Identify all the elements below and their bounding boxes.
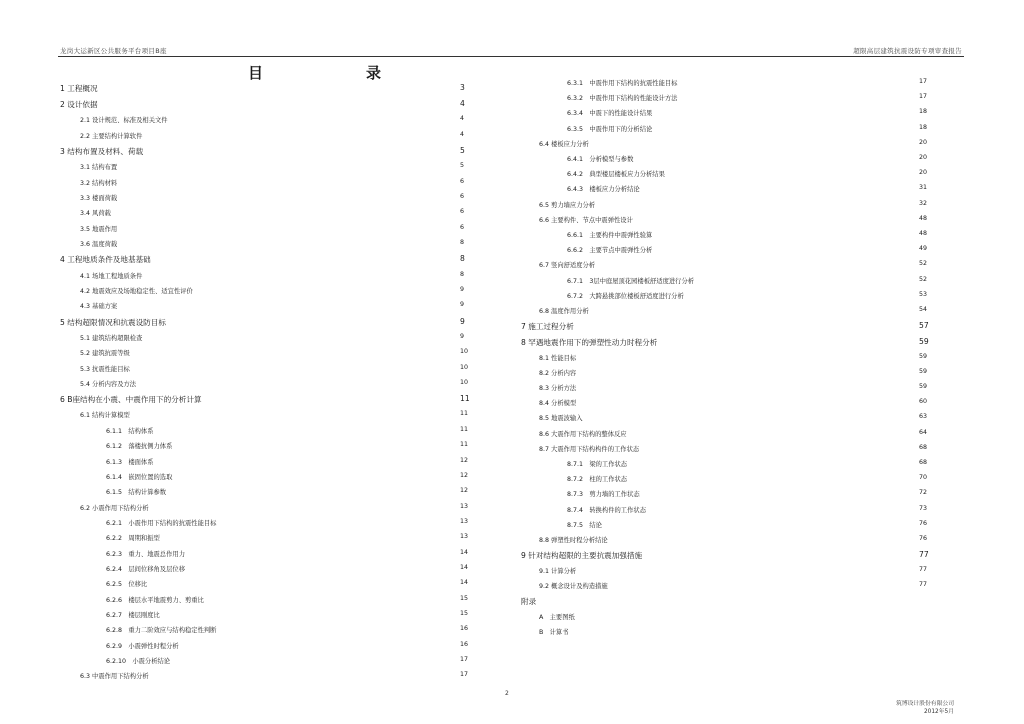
toc-entry-title: 6.3 中震作用下结构分析 [80,673,149,681]
toc-entry-page: 6 [460,193,465,200]
toc-entry-title: 6.8 温度作用分析 [539,308,589,315]
toc-entry-title: 5.4 分析内容及方法 [80,380,137,388]
toc-entry-title: 8.7 大震作用下结构构件的工作状态 [539,445,640,453]
toc-title: 目 录 [248,64,426,82]
toc-entry-page: 16 [460,640,469,648]
toc-entry-title: A 主要图纸 [539,614,575,621]
toc-entry-title: 6.5 剪力墙应力分析 [539,201,596,209]
toc-entry-page: 4 [460,130,465,138]
toc-entry-page: 15 [460,594,469,602]
toc-entry-title: 4.2 地震效应及场地稳定性、适宜性评价 [80,287,193,295]
toc-entry-page: 14 [460,548,469,556]
toc-entry-title: 4.1 场地工程地质条件 [80,272,143,280]
toc-entry-title: B 计算书 [539,629,569,637]
toc-entry-title: 6.1.5 结构计算参数 [106,489,167,497]
toc-entry-title: 6.4.3 楼板应力分析结论 [567,186,640,194]
toc-entry-page: 3 [460,83,465,92]
toc-entry-page: 11 [460,441,469,449]
toc-entry-title: 6.6 主要构件、节点中震弹性设计 [539,216,633,224]
toc-entry-title: 6.2.3 重力、地震总作用力 [106,550,185,558]
toc-entry-page: 17 [460,671,469,679]
toc-entry-page: 10 [460,378,469,386]
footer-date: 2012年5月 [923,709,954,715]
header-right-text: 超限高层建筑抗震设防专项审查报告 [853,47,962,55]
toc-entry-page: 13 [460,533,469,541]
toc-entry-title: 3.4 风荷载 [80,210,111,218]
toc-entry-page: 59 [919,352,928,360]
toc-entry-title: 6.2.8 重力二阶效应与结构稳定性判断 [106,627,217,635]
toc-entry-page: 68 [919,459,928,466]
toc-entry-page: 6 [460,177,465,185]
toc-entry-title: 1 工程概况 [60,84,98,93]
toc-entry-title: 3.1 结构布置 [80,164,118,172]
toc-entry-title: 3.6 温度荷载 [80,241,118,249]
toc-entry-page: 9 [460,316,465,326]
toc-entry-page: 59 [919,367,928,375]
toc-entry-title: 3.5 地震作用 [80,225,118,233]
toc-entry-page: 20 [919,138,928,146]
toc-entry-title: 6.7.2 大跨悬挑部位楼板舒适度进行分析 [567,292,684,300]
toc-entry-page: 10 [460,348,469,356]
toc-entry-page: 17 [919,78,928,85]
toc-entry-page: 11 [460,394,470,404]
toc-entry-title: 6.2 小震作用下结构分析 [80,504,149,512]
toc-entry-page: 48 [919,214,928,222]
toc-entry-title: 6 B座结构在小震、中震作用下的分析计算 [60,395,202,405]
toc-entry-page: 12 [460,456,469,464]
toc-entry-title: 8.7.1 梁的工作状态 [567,461,628,468]
toc-entry-page: 48 [919,230,928,237]
toc-entry-title: 6.1.2 落楼抗侧力体系 [106,443,173,451]
toc-entry-title: 附录 [521,597,537,607]
toc-entry-page: 8 [460,239,465,247]
toc-entry-title: 6.3.5 中震作用下的分析结论 [567,125,653,133]
toc-entry-page: 76 [919,519,928,527]
toc-entry-page: 8 [460,254,465,264]
toc-entry-page: 73 [919,504,928,512]
header-rule [58,56,964,57]
toc-entry-page: 77 [919,565,928,573]
toc-entry-title: 9.2 概念设计及构造措施 [539,583,608,591]
toc-entry-title: 6.7.1 3层中庭屋顶花园楼板舒适度进行分析 [567,277,695,285]
toc-entry-page: 10 [460,363,469,371]
toc-entry-title: 8.7.5 结论 [567,521,602,529]
toc-entry-title: 6.3.4 中震下的性能设计结果 [567,110,653,118]
toc-entry-title: 6.2.10 小震分析结论 [106,658,171,666]
toc-entry-page: 53 [919,290,928,298]
toc-entry-title: 8.7.4 转换构件的工作状态 [567,506,646,514]
toc-entry-title: 6.3.2 中震作用下结构的性能设计方法 [567,95,678,103]
toc-entry-title: 5.1 建筑结构超限检查 [80,334,143,342]
toc-entry-page: 49 [919,245,928,253]
footer-company: 筑博设计股份有限公司 [896,701,954,707]
toc-entry-title: 8.5 地震波输入 [539,415,583,423]
toc-entry-page: 31 [919,184,928,192]
toc-entry-page: 17 [460,656,469,664]
toc-entry-page: 77 [919,550,929,560]
toc-entry-title: 6.1 结构计算模型 [80,412,130,420]
toc-entry-title: 6.2.4 层间位移角及层位移 [106,565,185,573]
toc-entry-title: 8.2 分析内容 [539,369,577,377]
toc-entry-title: 8.7.3 剪力墙的工作状态 [567,491,640,499]
toc-entry-title: 6.6.2 主要节点中震弹性分析 [567,247,653,255]
toc-entry-page: 9 [460,332,465,340]
toc-entry-page: 59 [919,336,929,346]
toc-entry-page: 52 [919,260,928,268]
toc-entry-title: 2 设计依据 [60,100,98,110]
toc-entry-title: 6.2.1 小震作用下结构的抗震性能目标 [106,519,217,527]
toc-entry-title: 6.4.2 典型楼层楼板应力分析结果 [567,171,665,179]
page-number: 2 [505,690,509,697]
toc-entry-page: 59 [919,383,928,390]
toc-entry-title: 6.4.1 分析模型与参数 [567,156,634,163]
toc-entry-page: 60 [919,398,928,406]
toc-entry-title: 8.8 弹塑性时程分析结论 [539,537,608,544]
toc-entry-title: 3 结构布置及材料、荷载 [60,147,144,157]
toc-entry-page: 77 [919,581,928,589]
toc-entry-title: 8 罕遇地震作用下的弹塑性动力时程分析 [521,337,658,347]
toc-entry-page: 68 [919,443,928,451]
toc-entry-page: 54 [919,306,928,313]
toc-entry-page: 64 [919,428,928,436]
toc-entry-page: 16 [460,625,469,633]
toc-entry-page: 4 [460,99,465,109]
toc-entry-title: 7 施工过程分析 [521,322,574,332]
toc-entry-title: 5.3 抗震性能目标 [80,365,130,373]
toc-entry-page: 52 [919,275,928,283]
toc-entry-title: 5 结构超限情况和抗震设防目标 [60,317,166,327]
toc-entry-title: 6.1.1 结构体系 [106,427,154,435]
toc-entry-title: 6.1.3 楼面体系 [106,458,154,466]
toc-entry-page: 13 [460,517,469,525]
toc-entry-page: 11 [460,410,469,418]
toc-entry-page: 32 [919,199,928,207]
toc-entry-title: 2.1 设计规范、标准及相关文件 [80,117,168,125]
toc-entry-page: 6 [460,223,465,231]
toc-entry-title: 8.6 大震作用下结构的整体反应 [539,430,627,438]
toc-entry-title: 6.2.2 周期和振型 [106,535,160,543]
toc-entry-page: 63 [919,413,928,421]
toc-entry-page: 9 [460,301,465,309]
toc-entry-page: 57 [919,321,929,331]
toc-entry-title: 6.7 竖向舒适度分析 [539,262,596,270]
toc-entry-title: 6.2.9 小震弹性时程分析 [106,642,179,650]
toc-entry-page: 4 [460,115,465,123]
toc-entry-page: 11 [460,425,469,433]
toc-entry-page: 20 [919,154,928,161]
toc-entry-page: 20 [919,169,928,177]
toc-entry-title: 3.3 楼面荷载 [80,195,118,202]
toc-entry-title: 8.7.2 柱的工作状态 [567,476,628,484]
toc-entry-title: 6.3.1 中震作用下结构的抗震性能目标 [567,80,678,87]
toc-entry-title: 5.2 建筑抗震等级 [80,350,130,358]
toc-entry-title: 6.2.6 楼层水平地震剪力、剪重比 [106,596,204,604]
toc-entry-title: 6.4 楼板应力分析 [539,140,589,148]
toc-entry-page: 5 [460,146,465,156]
toc-entry-title: 3.2 结构材料 [80,179,118,187]
toc-entry-page: 18 [919,123,928,131]
toc-entry-title: 6.2.5 位移比 [106,581,148,589]
header-left-text: 龙岗大运新区公共服务平台项目B座 [60,47,167,55]
toc-entry-page: 17 [919,93,928,101]
toc-entry-title: 2.2 主要结构计算软件 [80,132,143,140]
toc-entry-title: 9.1 计算分析 [539,567,577,575]
toc-entry-title: 4 工程地质条件及地基基础 [60,255,151,265]
toc-entry-page: 14 [460,563,469,571]
toc-entry-page: 15 [460,610,469,617]
toc-entry-page: 18 [919,108,928,116]
toc-entry-title: 8.3 分析方法 [539,385,577,392]
toc-entry-title: 9 针对结构超限的主要抗震加强措施 [521,551,643,561]
toc-entry-page: 8 [460,270,465,278]
toc-entry-page: 6 [460,208,465,216]
toc-entry-title: 8.4 分析模型 [539,400,577,408]
toc-entry-title: 4.3 基础方案 [80,303,118,311]
toc-entry-page: 14 [460,579,469,587]
toc-entry-page: 12 [460,487,469,495]
toc-entry-title: 6.2.7 楼层刚度比 [106,612,160,619]
toc-entry-page: 72 [919,489,928,497]
toc-entry-page: 76 [919,535,928,542]
toc-entry-page: 13 [460,502,469,510]
toc-entry-page: 12 [460,471,469,479]
toc-entry-page: 70 [919,474,928,482]
toc-entry-title: 6.6.1 主要构件中震弹性验算 [567,232,653,239]
toc-entry-title: 8.1 性能目标 [539,354,577,362]
toc-entry-title: 6.1.4 嵌固位置的选取 [106,473,173,481]
toc-entry-page: 9 [460,285,465,293]
toc-entry-page: 5 [460,162,465,170]
